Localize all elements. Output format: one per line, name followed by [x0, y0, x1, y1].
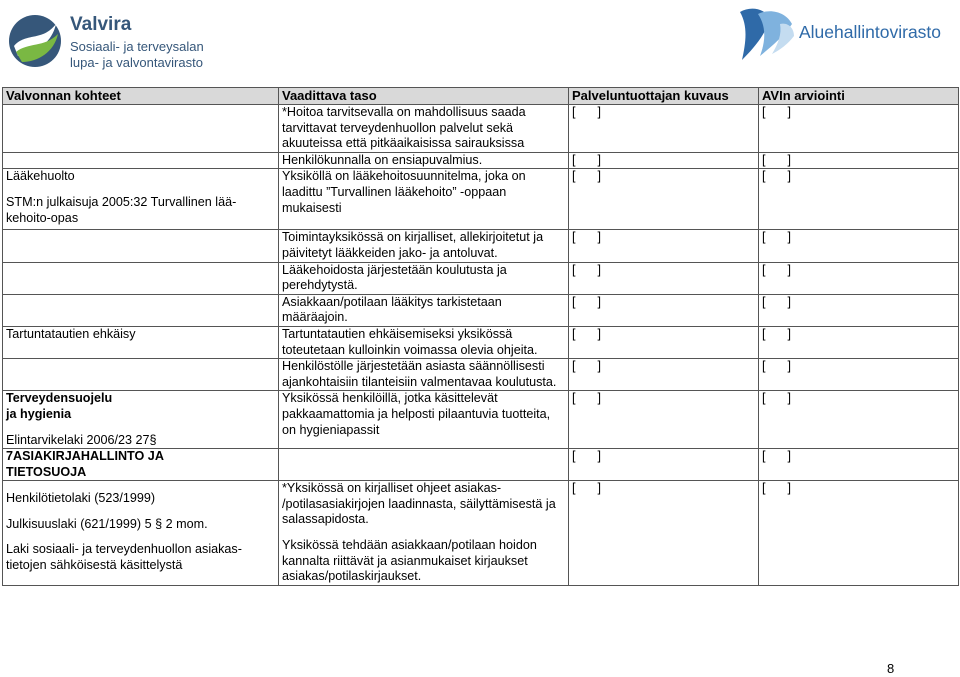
kuvaus-checkbox[interactable]: [ ]: [569, 230, 759, 262]
kohde-cell: [3, 294, 279, 326]
kohde-laki-1: Laki sosiaali- ja terveydenhuollon asiakas-: [6, 542, 242, 557]
taso-cell: Lääkehoidosta järjestetään koulutusta ja perehdytystä.: [279, 262, 569, 294]
arviointi-checkbox[interactable]: [ ]: [759, 152, 959, 169]
kohde-stm-line2: kehoito-opas: [6, 210, 79, 225]
kohde-cell: [3, 481, 279, 586]
taso-cell: [279, 481, 569, 586]
kuvaus-checkbox[interactable]: [ ]: [569, 169, 759, 230]
kuvaus-checkbox[interactable]: [ ]: [569, 449, 759, 481]
table-row: [3, 152, 959, 169]
table-row: [3, 326, 959, 358]
kohde-cell: [3, 262, 279, 294]
table-row: [3, 481, 959, 586]
kohde-cell: [3, 152, 279, 169]
valvira-name: Valvira: [70, 14, 132, 35]
arviointi-checkbox[interactable]: [ ]: [759, 481, 959, 586]
kuvaus-checkbox[interactable]: [ ]: [569, 105, 759, 153]
valvira-subtitle-2: lupa- ja valvontavirasto: [70, 55, 203, 70]
kohde-laakehuolto: Lääkehuolto: [6, 169, 75, 184]
arviointi-checkbox[interactable]: [ ]: [759, 105, 959, 153]
kohde-cell: [3, 326, 279, 358]
kohde-asiakirja-2: TIETOSUOJA: [6, 464, 87, 479]
arviointi-checkbox[interactable]: [ ]: [759, 326, 959, 358]
taso-cell: Henkilökunnalla on ensiapuvalmius.: [279, 152, 569, 169]
col-header-arviointi: AVIn arviointi: [759, 88, 959, 105]
taso-cell: [279, 449, 569, 481]
table-row: [3, 169, 959, 230]
kohde-tartunta: Tartuntatautien ehkäisy: [6, 326, 136, 341]
taso-cell: Asiakkaan/potilaan lääkitys tarkistetaan määräajoin.: [279, 294, 569, 326]
table-header-row: [3, 88, 959, 105]
kuvaus-checkbox[interactable]: [ ]: [569, 262, 759, 294]
kohde-laki-2: tietojen sähköisestä käsittelystä: [6, 558, 183, 573]
table-row: [3, 294, 959, 326]
table-row: [3, 391, 959, 449]
avi-name: Aluehallintovirasto: [799, 22, 942, 42]
kuvaus-checkbox[interactable]: [ ]: [569, 391, 759, 449]
kuvaus-checkbox[interactable]: [ ]: [569, 359, 759, 391]
arviointi-checkbox[interactable]: [ ]: [759, 262, 959, 294]
page-number: 8: [887, 661, 895, 676]
kohde-terveys-1: Terveydensuojelu: [6, 391, 113, 406]
taso-cell: Tartuntatautien ehkäisemiseksi yksikössä toteutetaan kulloinkin voimassa olevia ohjeita.: [279, 326, 569, 358]
taso-cell: Toimintayksikössä on kirjalliset, allekirjoitetut ja päivitetyt lääkkeiden jako- ja antoluvat.: [279, 230, 569, 262]
taso-cell: Yksiköllä on lääkehoitosuunnitelma, joka on laadittu ”Turvallinen lääkehoito” -oppaan mukaisesti: [279, 169, 569, 230]
col-header-taso: Vaadittava taso: [279, 88, 569, 105]
kohde-cell: [3, 391, 279, 449]
kohde-terveys-2: ja hygienia: [6, 406, 72, 421]
table-row: [3, 449, 959, 481]
kohde-asiakirja-1: 7ASIAKIRJAHALLINTO JA: [6, 449, 164, 464]
kuvaus-checkbox[interactable]: [ ]: [569, 294, 759, 326]
arviointi-checkbox[interactable]: [ ]: [759, 449, 959, 481]
taso-kirjaukset: Yksikössä tehdään asiakkaan/potilaan hoidon kannalta riittävät ja asianmukaiset kirjaukset asiakas/potilaskirjaukset.: [282, 538, 537, 584]
kohde-henkilotieto: Henkilötietolaki (523/1999): [6, 491, 156, 506]
taso-asiakirjat: *Yksikössä on kirjalliset ohjeet asiakas- /potilasasiakirjojen laadinnasta, säilyttämisestä ja salassapidosta.: [282, 481, 556, 527]
kohde-cell: [3, 105, 279, 153]
kohde-cell: [3, 230, 279, 262]
kuvaus-checkbox[interactable]: [ ]: [569, 152, 759, 169]
kuvaus-checkbox[interactable]: [ ]: [569, 326, 759, 358]
valvira-subtitle-1: Sosiaali- ja terveysalan: [70, 39, 204, 54]
table-row: [3, 105, 959, 153]
kuvaus-checkbox[interactable]: [ ]: [569, 481, 759, 586]
kohde-elintarvike: Elintarvikelaki 2006/23 27§: [6, 432, 157, 447]
arviointi-checkbox[interactable]: [ ]: [759, 359, 959, 391]
col-header-kuvaus: Palveluntuottajan kuvaus: [569, 88, 759, 105]
table-row: [3, 230, 959, 262]
taso-cell: Henkilöstölle järjestetään asiasta säännöllisesti ajankohtaisiin tilanteisiin valmentavaa koulutusta.: [279, 359, 569, 391]
kohde-cell: [3, 449, 279, 481]
arviointi-checkbox[interactable]: [ ]: [759, 294, 959, 326]
valvonta-table: [2, 87, 959, 586]
col-header-kohteet: Valvonnan kohteet: [3, 88, 279, 105]
table-row: [3, 262, 959, 294]
kohde-cell: [3, 359, 279, 391]
kohde-stm-line1: STM:n julkaisuja 2005:32 Turvallinen lää-: [6, 194, 237, 209]
kohde-cell: [3, 169, 279, 230]
arviointi-checkbox[interactable]: [ ]: [759, 169, 959, 230]
table-row: [3, 359, 959, 391]
arviointi-checkbox[interactable]: [ ]: [759, 230, 959, 262]
arviointi-checkbox[interactable]: [ ]: [759, 391, 959, 449]
kohde-julkisuus: Julkisuuslaki (621/1999) 5 § 2 mom.: [6, 516, 208, 531]
taso-cell: Yksikössä henkilöillä, jotka käsittelevät pakkaamattomia ja helposti pilaantuvia tuotteita, on hygieniapassit: [279, 391, 569, 449]
taso-cell: *Hoitoa tarvitsevalla on mahdollisuus saada tarvittavat terveydenhuollon palvelut sekä akuuteissa että pitkäaikaisissa sairauksissa: [279, 105, 569, 153]
